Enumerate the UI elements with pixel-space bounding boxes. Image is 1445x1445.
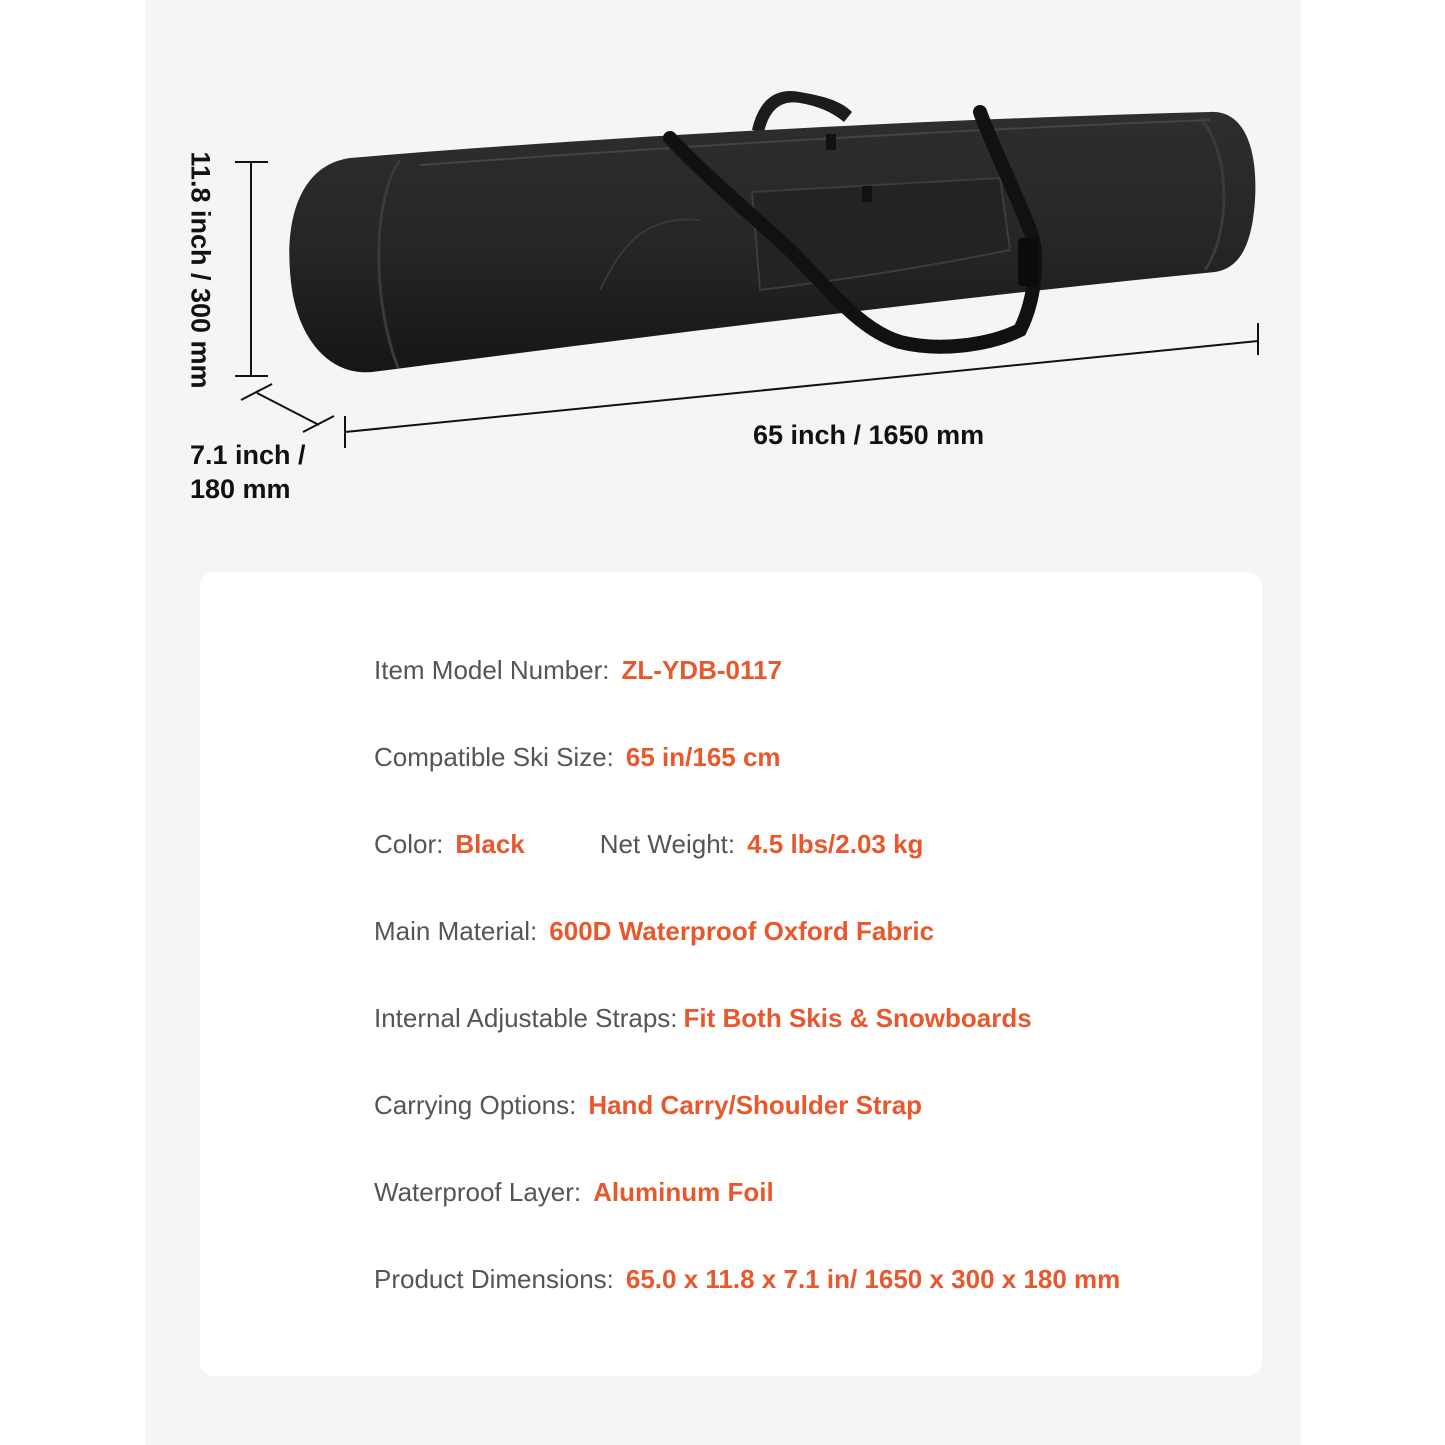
spec-value: 4.5 lbs/2.03 kg (747, 829, 924, 859)
spec-value: ZL-YDB-0117 (621, 655, 782, 685)
top-zipper-pull (826, 134, 836, 150)
spec-label: Compatible Ski Size: (374, 742, 614, 772)
depth-dimension-line (257, 393, 319, 425)
spec-row-product-dimensions (374, 1261, 1120, 1297)
spec-label: Carrying Options: (374, 1090, 577, 1120)
spec-value: 65.0 x 11.8 x 7.1 in/ 1650 x 300 x 180 mm (625, 1264, 1121, 1294)
spec-row-straps (374, 1000, 1032, 1036)
strap-pad (1018, 238, 1038, 286)
spec-label: Waterproof Layer: (374, 1177, 582, 1207)
spec-value: Fit Both Skis & Snowboards (683, 1003, 1032, 1033)
spec-row-color-weight (374, 826, 923, 862)
spec-row-material (374, 913, 934, 949)
depth-dimension-label (190, 438, 320, 506)
spec-label: Color: (374, 829, 444, 859)
height-dimension-label: 11.8 inch / 300 mm (185, 151, 216, 389)
spec-label: Net Weight: (599, 829, 736, 859)
spec-row-model (374, 652, 782, 688)
depth-label-line1: 7.1 inch / (190, 440, 306, 470)
spec-label: Item Model Number: (374, 655, 610, 685)
spec-card (200, 572, 1262, 1376)
spec-value: Black (455, 829, 525, 859)
length-dimension-label: 65 inch / 1650 mm (753, 420, 985, 450)
spec-label: Product Dimensions: (374, 1264, 614, 1294)
spec-label: Main Material: (374, 916, 538, 946)
spec-row-ski-size (374, 739, 781, 775)
depth-label-line2: 180 mm (190, 474, 291, 504)
spec-label: Internal Adjustable Straps: (374, 1003, 678, 1033)
spec-row-carrying (374, 1087, 922, 1123)
spec-row-waterproof (374, 1174, 774, 1210)
spec-value: 65 in/165 cm (625, 742, 781, 772)
spec-value: Hand Carry/Shoulder Strap (588, 1090, 923, 1120)
spec-value: Aluminum Foil (593, 1177, 774, 1207)
pocket-zipper-pull (862, 186, 872, 202)
spec-value: 600D Waterproof Oxford Fabric (549, 916, 935, 946)
carry-handle (752, 91, 852, 132)
product-figure (0, 0, 1445, 560)
